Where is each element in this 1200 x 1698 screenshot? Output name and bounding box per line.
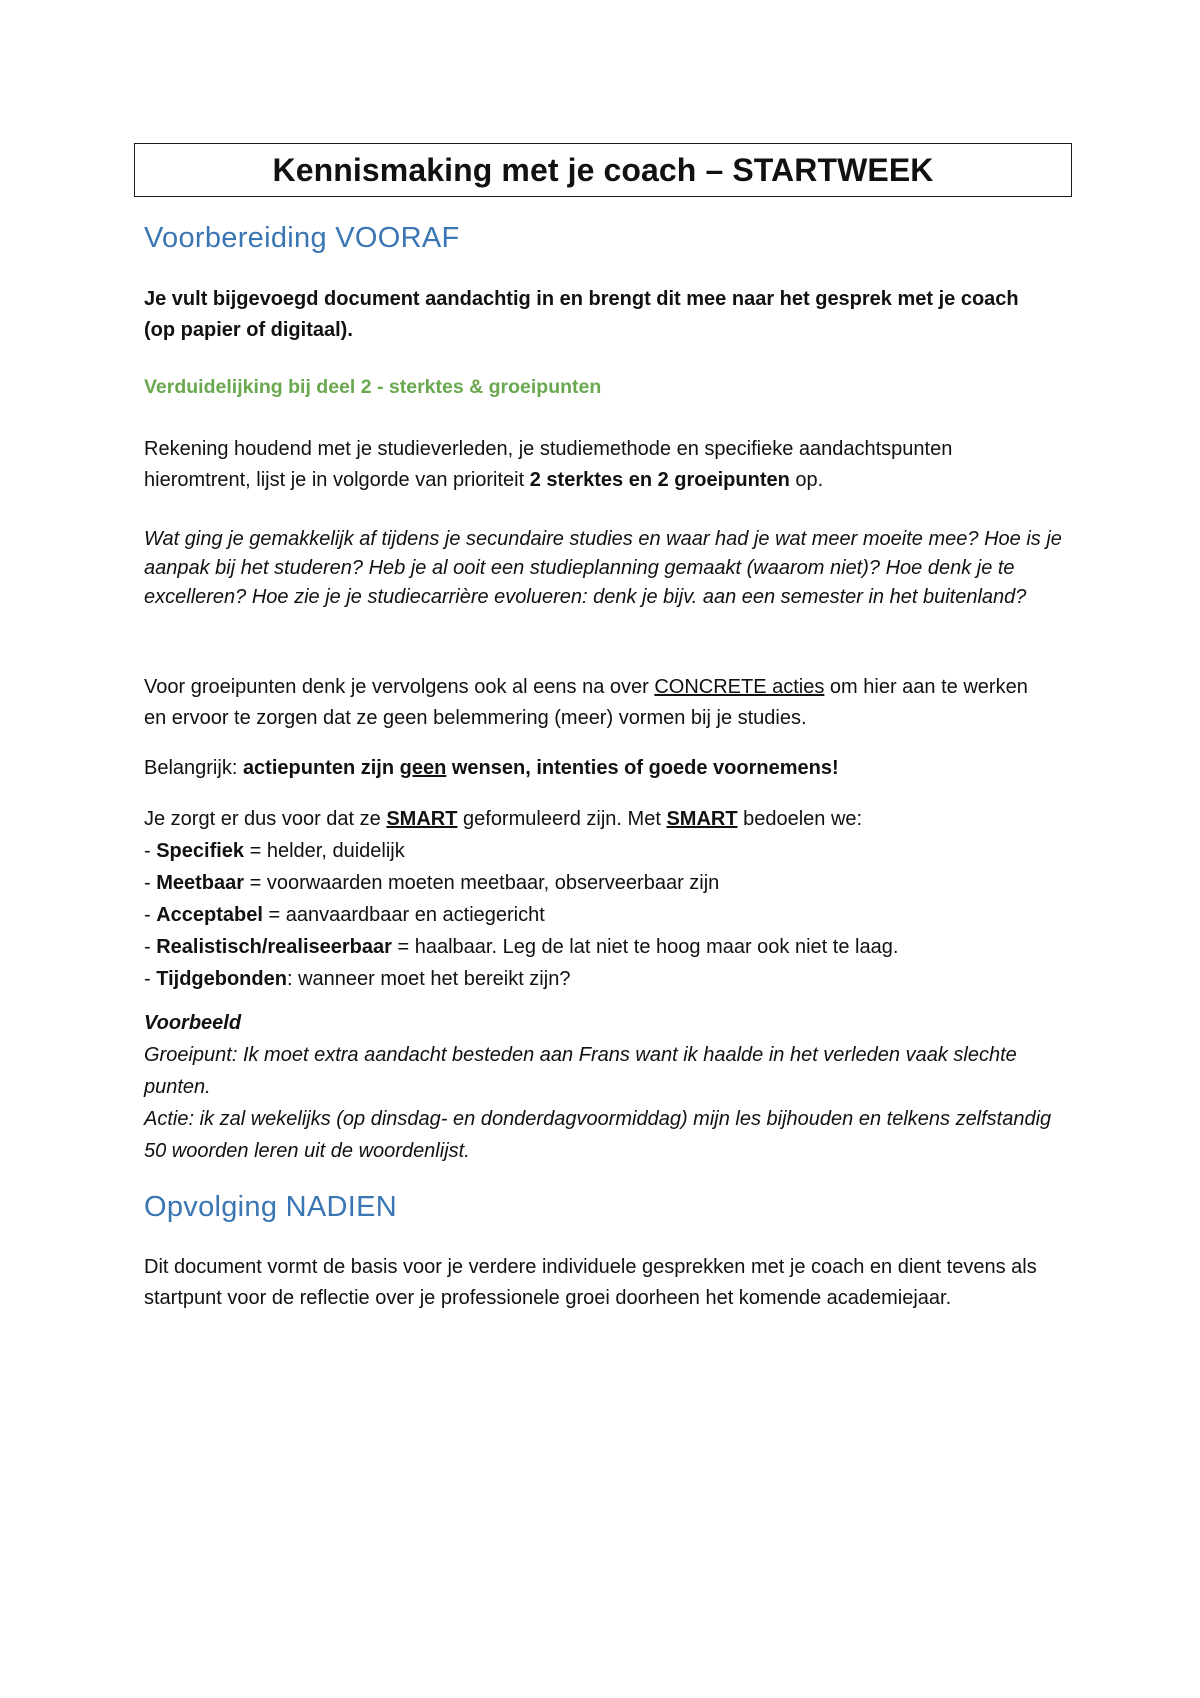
smart-intro-mid: geformuleerd zijn. Met — [457, 808, 667, 830]
opvolging-body-block — [144, 1252, 1064, 1314]
list-desc: = helder, duidelijk — [244, 840, 405, 862]
geen-emphasis: geen — [399, 757, 447, 779]
list-term: Meetbaar — [156, 872, 245, 894]
list-bullet: - — [144, 840, 157, 862]
section-heading-voorbereiding: Voorbereiding VOORAF — [144, 222, 460, 254]
para1-text-pre: Rekening houdend met je studieverleden, je studiemethode en specifieke aandachtspunten hieromtrent, lijst je in volgorde van prioriteit — [144, 438, 953, 491]
para2-block — [144, 672, 1044, 734]
example-actie: Actie: ik zal wekelijks (op dinsdag- en donderdagvoormiddag) mijn les bijhouden en telkens zelfstandig 50 woorden leren uit de woordenlijst. — [144, 1108, 1052, 1162]
important-pre: actiepunten zijn — [242, 757, 400, 779]
italic-questions-paragraph: Wat ging je gemakkelijk af tijdens je secundaire studies en waar had je wat meer moeite mee? Hoe is je aanpak bij het studeren? Heb je al ooit een studieplanning gemaakt (waarom niet)? Hoe denk je te excelleren? Hoe zie je je studiecarrière evolueren: denk je bijv. aan een semester in het buitenland? — [144, 528, 1062, 608]
concrete-acties-emphasis: CONCRETE acties — [654, 676, 825, 698]
document-title: Kennismaking met je coach – STARTWEEK — [272, 151, 934, 188]
intro-paragraph-block — [144, 284, 1024, 346]
important-block — [144, 753, 1064, 784]
list-bullet: - — [144, 968, 157, 990]
list-desc: : wanneer moet het bereikt zijn? — [286, 968, 571, 990]
list-term: Tijdgebonden — [156, 968, 287, 990]
list-term: Realistisch/realiseerbaar — [156, 936, 392, 958]
list-term: Specifiek — [156, 840, 245, 862]
para1-text-post: op. — [789, 469, 824, 491]
list-desc: = voorwaarden moeten meetbaar, observeerbaar zijn — [244, 872, 720, 894]
list-item — [144, 931, 1064, 963]
section-heading-opvolging: Opvolging NADIEN — [144, 1191, 398, 1223]
list-desc: = haalbaar. Leg de lat niet te hoog maar ook niet te laag. — [391, 936, 899, 958]
example-block — [144, 1007, 1064, 1167]
list-desc: = aanvaardbaar en actiegericht — [262, 904, 545, 926]
list-item — [144, 899, 1064, 931]
smart-list — [144, 835, 1064, 995]
para1-text-bold: 2 sterktes en 2 groeipunten — [529, 469, 790, 491]
subheading-block — [144, 376, 1064, 399]
para2-text-post: om hier aan te werken en ervoor te zorgen dat ze geen belemmering (meer) vormen bij je studies. — [144, 676, 1028, 729]
list-bullet: - — [144, 904, 157, 926]
para1-block — [144, 434, 1064, 496]
example-title: Voorbeeld — [144, 1012, 242, 1034]
list-item — [144, 867, 1064, 899]
para2-text-pre: Voor groeipunten denk je vervolgens ook al eens na over — [144, 676, 655, 698]
list-item — [144, 963, 1064, 995]
smart-intro-pre: Je zorgt er dus voor dat ze — [144, 808, 387, 830]
italic-questions-block — [144, 525, 1074, 612]
important-label: Belangrijk: — [144, 757, 243, 779]
smart-intro — [144, 803, 1064, 835]
smart-emphasis-1: SMART — [386, 808, 458, 830]
important-bold-text — [243, 757, 839, 779]
list-term: Acceptabel — [156, 904, 263, 926]
section-voorbereiding — [144, 222, 1064, 255]
smart-block — [144, 803, 1064, 995]
opvolging-paragraph: Dit document vormt de basis voor je verdere individuele gesprekken met je coach en dient tevens als startpunt voor de reflectie over je professionele groei doorheen het komende academiejaar. — [144, 1256, 1037, 1309]
important-paragraph — [144, 753, 1064, 784]
section-opvolging — [144, 1191, 1064, 1224]
smart-emphasis-2: SMART — [666, 808, 738, 830]
list-bullet: - — [144, 872, 157, 894]
intro-paragraph: Je vult bijgevoegd document aandachtig in en brengt dit mee naar het gesprek met je coach (op papier of digitaal). — [144, 288, 1019, 341]
example-groeipunt: Groeipunt: Ik moet extra aandacht besteden aan Frans want ik haalde in het verleden vaak slechte punten. — [144, 1044, 1017, 1098]
para-rekening-houdend — [144, 434, 1064, 496]
smart-intro-post: bedoelen we: — [737, 808, 863, 830]
important-post: wensen, intenties of goede voornemens! — [446, 757, 839, 779]
title-box — [134, 143, 1072, 197]
subheading-sterktes-groeipunten: Verduidelijking bij deel 2 - sterktes & groeipunten — [144, 376, 602, 398]
list-bullet: - — [144, 936, 157, 958]
para-groeipunten — [144, 672, 1044, 734]
list-item — [144, 835, 1064, 867]
